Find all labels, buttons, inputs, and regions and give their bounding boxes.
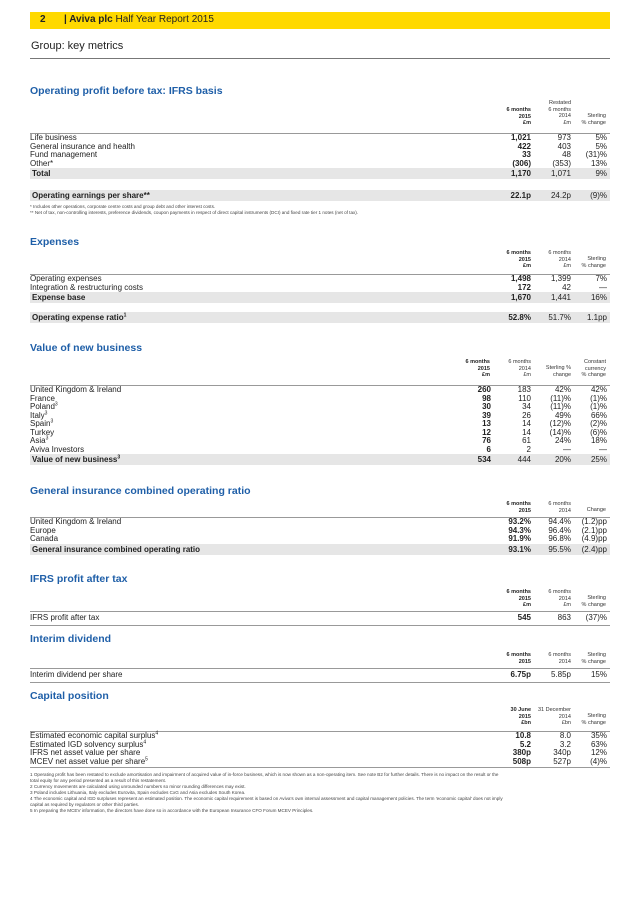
row-label: Aviva Investors	[30, 444, 85, 454]
table-row	[30, 284, 610, 293]
row-value-b: 61	[522, 436, 531, 445]
row-value-c: —	[599, 282, 607, 292]
footnotes	[30, 772, 610, 814]
row-rule	[30, 767, 610, 768]
row-label: MCEV net asset value per share$^5$	[30, 755, 148, 766]
row-value-c: 12%	[590, 748, 607, 757]
row-value-b: 2	[526, 444, 531, 454]
row-value-b: 3.2	[559, 739, 571, 749]
row-value-b: 1,399	[550, 274, 571, 283]
footnote: capital as required by regulators or other third parties.	[30, 802, 140, 807]
row-label: Spain$^3$	[30, 418, 54, 428]
footnote: 4 The economic capital and IGD surpluses represent an estimated position. The economic capital requirement is based on Aviva's own internal assessment and capital management policies. The term 'economic capital' does not imply	[30, 796, 503, 801]
table-body	[30, 386, 610, 454]
column-headers	[30, 250, 610, 274]
row-value-c: 7%	[595, 274, 607, 283]
row-value-c: 42%	[554, 385, 571, 394]
row-value-a: 10.8	[515, 731, 531, 740]
report-name: Half Year Report 2015	[115, 14, 214, 25]
row-value-a: 94.3%	[508, 525, 531, 535]
column-headers	[30, 704, 610, 731]
header-rule	[30, 611, 610, 612]
row-value-b: 96.8%	[548, 534, 571, 543]
row-value-b: 110	[518, 393, 531, 403]
footnote-eps: ** Net of tax, non-controlling interests, preference dividends, coupon payments in respect of direct capital instruments (DCI) and fixed rate tier 1 notes (net of tax).	[30, 210, 359, 215]
brand-name: | Aviva plc	[64, 14, 113, 25]
row-value-a: 1,021	[510, 133, 531, 142]
row-value-b: 340p	[553, 748, 571, 757]
col-header-2014: 6 months 2014 £m	[548, 250, 571, 269]
row-value-a: 98	[482, 393, 491, 403]
col-header-2015: 6 months 2015	[506, 652, 531, 665]
row-value-c: (2.1)pp	[581, 525, 607, 535]
row-value-c: (31)%	[585, 150, 607, 159]
row-value-c: 5%	[595, 133, 607, 142]
section-expenses	[30, 236, 610, 323]
row-value-a: 508p	[512, 756, 531, 766]
row-rule	[30, 682, 610, 683]
footnote: total equity for any period presented as a result of this restatement.	[30, 778, 167, 783]
section-title: Expenses	[30, 236, 80, 248]
row-value-b: 14	[522, 419, 531, 428]
footnote: 5 In preparing the MCEV information, the directors have done so in accordance with the European Insurance CFO Forum MCEV Principles.	[30, 808, 314, 813]
report-title	[64, 14, 214, 25]
row-value-b: 42	[562, 282, 571, 292]
row-value-a: 12	[482, 427, 491, 437]
table-row	[30, 446, 610, 455]
row-value-c: 5%	[595, 141, 607, 151]
col-header-2015: 6 months 2015 £m	[506, 589, 531, 608]
row-label: IFRS net asset value per share	[30, 748, 141, 757]
row-value-c: (11)%	[550, 393, 571, 403]
row-label: Asia$^3$	[30, 435, 49, 445]
row-value-c: (14)%	[549, 427, 571, 437]
row-value-b: 48	[562, 150, 571, 159]
row-value-d: (1)%	[590, 393, 607, 403]
expense-ratio-row: Operating expense ratio$^1$ 52.8% 51.7% 1.1pp	[30, 312, 610, 323]
row-label: Estimated economic capital surplus$^4$	[30, 730, 159, 740]
header-rule	[30, 668, 610, 669]
section-title: Capital position	[30, 690, 109, 702]
col-header-change: Sterling % change	[581, 713, 606, 726]
section-title: Operating profit before tax: IFRS basis	[30, 85, 223, 97]
row-label: Canada	[30, 534, 59, 543]
footnote: 1 Operating profit has been restated to exclude amortisation and impairment of acquired value of in-force business, which is now shown as a non-operating item. See note B2 for further details. There is no impact on the result or the	[30, 772, 499, 777]
row-label: United Kingdom & Ireland	[30, 385, 122, 394]
col-header-change: Sterling % change	[581, 256, 606, 269]
row-label: Integration & restructuring costs	[30, 282, 143, 292]
row-value-a: 380p	[512, 748, 531, 757]
page-subtitle: Group: key metrics	[31, 40, 124, 52]
row-value-a: 76	[482, 436, 491, 445]
table-row: Interim dividend per share 6.75p 5.85p 15%	[30, 670, 607, 679]
col-header-2014: 31 December 2014 £bn	[537, 707, 571, 726]
row-value-a: 30	[482, 402, 491, 411]
row-value-a: 5.2	[519, 739, 531, 749]
row-value-b: 96.4%	[548, 525, 571, 535]
col-header-sterling: Sterling % change	[545, 365, 571, 378]
section-ifrs-profit	[30, 573, 610, 626]
col-header-2014: 6 months 2014 £m	[548, 589, 571, 608]
row-value-b: 527p	[553, 756, 571, 766]
table-body	[30, 518, 610, 544]
table-row	[30, 160, 610, 169]
row-label: France	[30, 393, 55, 403]
section-title: Interim dividend	[30, 633, 112, 645]
row-value-b: 94.4%	[548, 517, 571, 526]
col-header-2014: Restated 6 months 2014 £m	[548, 100, 571, 126]
col-header-2014: 6 months 2014 £m	[508, 359, 531, 378]
column-headers	[30, 587, 610, 611]
table-row	[30, 535, 610, 544]
col-header-change: Sterling % change	[581, 595, 606, 608]
row-value-a: 91.9%	[508, 534, 531, 543]
col-header-2015: 6 months 2015 £m	[506, 107, 531, 126]
row-value-b: 8.0	[559, 731, 571, 740]
row-label: Italy$^3$	[30, 409, 48, 420]
row-label: United Kingdom & Ireland	[30, 517, 122, 526]
row-value-a: (306)	[512, 158, 531, 168]
row-value-b: 26	[522, 410, 531, 420]
col-header-2015: 6 months 2015	[506, 501, 531, 514]
row-label: Poland$^3$	[30, 401, 58, 411]
row-value-b: 403	[557, 141, 571, 151]
row-value-d: 18%	[590, 436, 607, 445]
row-value-c: 24%	[554, 436, 571, 445]
row-value-b: 183	[517, 385, 531, 394]
row-value-b: 14	[522, 427, 531, 437]
row-label: General insurance and health	[30, 141, 135, 151]
eps-row: Operating earnings per share** 22.1p 24.2p (9)%	[30, 190, 610, 201]
footnote: 2 Currency movements are calculated using unrounded numbers so minor rounding differences may exist.	[30, 784, 246, 789]
row-value-a: 6	[486, 444, 491, 454]
total-row: General insurance combined operating ratio 93.1% 95.5% (2.4)pp	[30, 544, 610, 555]
column-headers	[30, 499, 610, 517]
col-header-constant-currency: Constant currency % change	[581, 359, 606, 378]
row-value-c: (4.9)pp	[581, 534, 607, 543]
row-value-c: (11)%	[550, 402, 571, 411]
row-value-a: 422	[517, 141, 531, 151]
row-value-c: (12)%	[549, 419, 571, 428]
row-value-d: 42%	[590, 385, 607, 394]
section-interim-dividend	[30, 633, 610, 683]
header-bar	[30, 12, 610, 29]
row-value-d: —	[599, 444, 607, 454]
section-operating-profit	[30, 85, 610, 216]
row-value-a: 1,498	[510, 274, 531, 283]
row-value-b: 973	[557, 133, 571, 142]
row-value-a: 172	[517, 282, 531, 292]
row-label: Europe	[30, 525, 56, 535]
row-value-d: (2)%	[590, 419, 607, 428]
col-header-2015: 6 months 2015 £m	[506, 250, 531, 269]
row-value-c: 13%	[590, 158, 607, 168]
col-header-2015: 6 months 2015 £m	[465, 359, 490, 378]
table-row	[30, 755, 610, 767]
row-label: Estimated IGD solvency surplus$^4$	[30, 738, 147, 749]
total-row: Expense base 1,670 1,441 16%	[30, 292, 610, 303]
table-body	[30, 275, 610, 292]
section-capital-position	[30, 690, 610, 814]
section-title: General insurance combined operating ratio	[30, 485, 251, 497]
row-value-c: 49%	[554, 410, 571, 420]
col-header-2014: 6 months 2014	[548, 652, 571, 665]
row-value-c: (4)%	[590, 756, 607, 766]
section-title: Value of new business	[30, 342, 143, 354]
total-row: Total 1,170 1,071 9%	[30, 168, 610, 179]
footnote: 3 Poland includes Lithuania, Italy excludes Eurovita, Spain excludes CxG and Asia excludes South Korea.	[30, 790, 246, 795]
row-value-b: (353)	[552, 158, 571, 168]
table-row: IFRS profit after tax 545 863 (37)%	[30, 613, 607, 622]
row-label: Turkey	[30, 427, 55, 437]
column-headers	[30, 99, 610, 133]
row-value-c: —	[563, 444, 571, 454]
row-rule	[30, 625, 610, 626]
total-row: Value of new business$^3$ 534 444 20% 25%	[30, 454, 610, 465]
row-label: Life business	[30, 133, 77, 142]
subtitle-divider	[30, 58, 610, 59]
section-gi-cor	[30, 485, 610, 555]
row-value-c: (1.2)pp	[581, 517, 607, 526]
table-row	[30, 437, 610, 446]
footnote-other: * Includes other operations, corporate centre costs and group debt and other interest costs.	[30, 204, 216, 209]
col-header-change: Sterling % change	[581, 652, 606, 665]
row-label: Operating expenses	[30, 274, 102, 283]
row-value-a: 39	[482, 410, 491, 420]
row-label: Fund management	[30, 150, 98, 159]
col-header-2014: 6 months 2014	[548, 501, 571, 514]
col-header-change: Change	[586, 507, 606, 513]
col-header-2015: 30 June 2015 £bn	[510, 707, 531, 726]
page-number: 2	[40, 14, 46, 25]
row-value-d: 66%	[590, 410, 607, 420]
row-value-a: 93.2%	[508, 517, 531, 526]
row-value-d: (1)%	[590, 402, 607, 411]
row-value-d: (6)%	[590, 427, 607, 437]
row-value-a: 13	[482, 419, 491, 428]
column-headers	[30, 356, 610, 385]
row-value-b: 34	[522, 402, 531, 411]
table-body	[30, 732, 610, 766]
row-value-a: 260	[477, 385, 491, 394]
table-body	[30, 134, 610, 168]
row-value-a: 33	[522, 150, 531, 159]
column-headers	[30, 647, 610, 668]
row-value-c: 63%	[590, 739, 607, 749]
row-value-c: 35%	[590, 731, 607, 740]
section-title: IFRS profit after tax	[30, 573, 128, 585]
row-label: Other*	[30, 158, 54, 168]
col-header-change: Sterling % change	[581, 113, 606, 126]
section-vnb	[30, 342, 610, 465]
